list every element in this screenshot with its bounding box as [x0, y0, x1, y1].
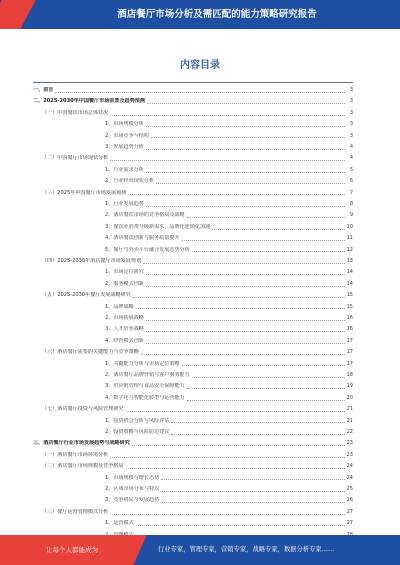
- page-footer: [0, 535, 400, 565]
- toc-dot-leader: [182, 240, 345, 241]
- toc-entry-title: 5、餐厅与外卖平台融合发展态势分析: [105, 246, 190, 253]
- toc-entry-title: 3、人才培养战略: [105, 326, 144, 333]
- toc-page-number: 4: [349, 155, 353, 162]
- toc-page-number: 7: [349, 189, 353, 196]
- toc-entry[interactable]: [33, 212, 353, 219]
- toc-entry[interactable]: [33, 258, 353, 265]
- toc-entry-title: 3、供应链管理与食品安全保障能力: [105, 383, 185, 390]
- toc-dot-leader: [136, 308, 345, 309]
- toc-entry-title: （二）酒店餐厅市场规模及竞争格局: [42, 463, 124, 470]
- toc-dot-leader: [192, 251, 345, 252]
- toc-entry-title: （一）酒店餐厅市场环境分析: [42, 451, 109, 458]
- toc-page-number: 16: [346, 326, 353, 333]
- toc-entry-title: （五）2025-2030年餐厅发展战略研究: [42, 292, 131, 299]
- toc-dot-leader: [110, 160, 345, 161]
- toc-entry[interactable]: [33, 520, 353, 527]
- toc-dot-leader: [146, 149, 345, 150]
- toc-entry[interactable]: [33, 247, 353, 254]
- toc-page-number: 11: [346, 235, 353, 242]
- toc-entry-title: 1、投资机会分析与风险评估: [105, 417, 170, 424]
- toc-page-number: 20: [346, 394, 353, 401]
- toc-dot-leader: [151, 137, 345, 138]
- toc-dot-leader: [146, 126, 345, 127]
- toc-dot-leader: [161, 479, 345, 480]
- toc-entry[interactable]: [33, 304, 353, 311]
- toc-dot-leader: [171, 422, 345, 423]
- toc-dot-leader: [146, 206, 345, 207]
- page-header: [0, 0, 400, 29]
- toc-entry-title: 1、品牌战略: [105, 303, 134, 310]
- toc-dot-leader: [136, 525, 345, 526]
- toc-entry-title: 2、投资策略与风险防范建议: [105, 429, 170, 435]
- toc-entry-title: 1、运营模式: [105, 520, 134, 527]
- toc-page-number: 21: [346, 406, 353, 413]
- toc-entry-title: 2、市场拓展战略: [105, 315, 144, 321]
- toc-entry-title: 4、数字化与智能化转型与运营能力: [105, 394, 185, 401]
- toc-entry[interactable]: [33, 406, 353, 413]
- toc-page-number: 3: [349, 109, 353, 116]
- toc-entry-title: 2、区域市场分布与特点: [105, 486, 160, 492]
- toc-dot-leader: [110, 115, 345, 116]
- toc-page-number: 23: [346, 451, 353, 458]
- toc-page-number: 23: [346, 440, 353, 447]
- toc-dot-leader: [147, 103, 345, 104]
- toc-entry-title: （六）酒店餐厅需要的关键能力与竞争策略: [42, 349, 139, 356]
- toc-page-number: 9: [349, 212, 353, 219]
- toc-entry-title: 1、市场定位研究: [105, 269, 144, 276]
- toc-dot-leader: [146, 343, 345, 344]
- toc-heading: 内容目录: [180, 60, 220, 71]
- toc-entry[interactable]: [33, 361, 353, 368]
- footer-slogan: 让每个人都能成为: [46, 546, 98, 554]
- toc-page-number: 17: [346, 360, 353, 367]
- toc-entry[interactable]: [33, 155, 353, 162]
- toc-page-number: 21: [346, 417, 353, 424]
- toc-page-number: 12: [346, 246, 353, 253]
- toc-dot-leader: [182, 365, 345, 366]
- toc-entry-title: 1、市场规模与增长态势: [105, 474, 160, 481]
- toc-dot-leader: [146, 274, 345, 275]
- toc-entry-title: 3、发展趋势分析: [105, 144, 144, 150]
- toc-dot-leader: [146, 286, 345, 287]
- toc-page-number: 24: [346, 463, 353, 470]
- toc-entry[interactable]: [33, 235, 353, 242]
- toc-entry-title: 三、酒店餐厅行业市场发展趋势与战略研究: [33, 440, 130, 447]
- toc-page-number: 27: [346, 520, 353, 527]
- toc-entry-title: 1、市场规模分析: [105, 121, 144, 128]
- toc-entry[interactable]: [33, 372, 353, 379]
- toc-entry-title: 1、行业需求分析: [105, 166, 144, 173]
- toc-entry-title: 3、餐饮业消费升级新需求，品牌化连锁化加速: [105, 223, 211, 230]
- toc-dot-leader: [141, 354, 345, 355]
- toc-dot-leader: [187, 217, 345, 218]
- toc-dot-leader: [128, 194, 345, 195]
- toc-entry[interactable]: [33, 418, 353, 425]
- toc-entry-title: 1、关键能力分析与市场定位策略: [105, 360, 180, 367]
- header-accent-stripe: [0, 0, 36, 29]
- toc-page-number: 3: [349, 98, 353, 105]
- footer-tagline: 行业专家，管理专家，营销专家，战略专家，数据分析专家……: [158, 546, 335, 553]
- toc-page-number: 8: [349, 201, 353, 207]
- toc-entry[interactable]: [33, 224, 353, 231]
- toc-entry[interactable]: [33, 292, 353, 299]
- toc-entry[interactable]: [33, 440, 353, 447]
- toc-page-number: 15: [346, 292, 353, 299]
- toc-entry-title: （三）餐厅运营管理模式分析: [42, 508, 109, 515]
- toc-dot-leader: [161, 491, 345, 492]
- toc-entry-title: （七）酒店餐厅投资与风险管理研究: [42, 406, 124, 413]
- toc-dot-leader: [143, 263, 345, 264]
- toc-entry[interactable]: [33, 269, 353, 276]
- toc-dot-leader: [133, 297, 345, 298]
- toc-divider: [33, 82, 353, 83]
- toc-page-number: 25: [346, 486, 353, 492]
- toc-dot-leader: [126, 468, 345, 469]
- toc-entry-title: 2、酒店餐饮市场的竞争格局及战略: [105, 212, 185, 219]
- report-title: 酒店餐厅市场分析及需匹配的能力策略研究报告: [117, 9, 317, 20]
- toc-entry-title: 2、行业经营现状分析: [105, 178, 155, 185]
- toc-dot-leader: [161, 502, 345, 503]
- toc-page-number: 5: [349, 166, 353, 173]
- toc-entry-title: 一、前言: [33, 87, 54, 93]
- toc-entry[interactable]: [33, 395, 353, 402]
- toc-entry-title: （二）中国餐厅市场现状分析: [42, 155, 109, 162]
- toc-page-number: 15: [346, 303, 353, 310]
- toc-entry[interactable]: [33, 121, 353, 128]
- toc-entry-title: 2、市场竞争与结构: [105, 132, 149, 139]
- toc-entry-title: （一）中国餐饮市场总体状况: [42, 109, 109, 116]
- toc-dot-leader: [146, 331, 345, 332]
- toc-entry[interactable]: [33, 98, 353, 105]
- toc-page-number: 6: [349, 178, 353, 185]
- toc-entry-title: （三）2025年中国餐厅市场发展预测: [42, 189, 127, 196]
- toc-page-number: 14: [346, 280, 353, 287]
- toc-entry[interactable]: [33, 144, 353, 151]
- toc-dot-leader: [171, 434, 345, 435]
- toc-page-number: 24: [346, 474, 353, 481]
- toc-page-number: 17: [346, 337, 353, 344]
- toc-page-number: 14: [346, 269, 353, 276]
- toc-page-number: 10: [346, 223, 353, 230]
- toc-dot-leader: [192, 377, 345, 378]
- toc-dot-leader: [132, 445, 345, 446]
- toc-page-number: 13: [346, 258, 353, 264]
- toc-entry-title: 二、2025-2030年中国餐厅市场前景及趋势预测: [33, 98, 145, 105]
- toc-dot-leader: [110, 457, 345, 458]
- toc-entry[interactable]: [33, 486, 353, 493]
- toc-page-number: 3: [349, 121, 353, 128]
- toc-entry[interactable]: [33, 326, 353, 333]
- toc-dot-leader: [110, 514, 345, 515]
- toc-entry[interactable]: [33, 201, 353, 208]
- toc-entry[interactable]: [33, 349, 353, 356]
- toc-dot-leader: [146, 320, 345, 321]
- toc-entry[interactable]: [33, 475, 353, 482]
- toc-entry[interactable]: [33, 167, 353, 174]
- toc-entry[interactable]: [33, 87, 353, 94]
- toc-page-number: 19: [346, 383, 353, 390]
- toc-entry[interactable]: [33, 338, 353, 345]
- toc-page-number: 26: [346, 497, 353, 504]
- toc-entry[interactable]: [33, 452, 353, 459]
- toc-dot-leader: [126, 411, 345, 412]
- toc-entry[interactable]: [33, 133, 353, 140]
- toc-entry[interactable]: [33, 463, 353, 470]
- toc-entry-title: 4、酒店餐饮创新与服务质量提升: [105, 235, 180, 242]
- toc-entry-title: 3、竞争格局与发展趋势: [105, 497, 160, 504]
- toc-page-number: 22: [346, 429, 353, 435]
- toc-entry[interactable]: [33, 429, 353, 436]
- toc-dot-leader: [187, 400, 345, 401]
- toc-entry-title: 2、酒店餐厅品牌营销与客户服务能力: [105, 372, 190, 378]
- toc-entry[interactable]: [33, 110, 353, 117]
- toc-page-number: 3: [349, 132, 353, 139]
- toc-dot-leader: [156, 183, 345, 184]
- toc-entry[interactable]: [33, 178, 353, 185]
- toc-entry-title: 1、行业发展趋势: [105, 201, 144, 207]
- toc-page-number: 4: [349, 144, 353, 150]
- toc-entry[interactable]: [33, 383, 353, 390]
- toc-entry[interactable]: [33, 497, 353, 504]
- toc-entry[interactable]: [33, 281, 353, 288]
- toc-entry[interactable]: [33, 315, 353, 322]
- toc-page-number: 18: [346, 372, 353, 378]
- toc-entry[interactable]: [33, 509, 353, 516]
- toc-entry-title: 4、经营模式创新: [105, 337, 144, 344]
- toc-page-number: 17: [346, 349, 353, 356]
- toc-entry[interactable]: [33, 190, 353, 197]
- toc-page-number: 3: [349, 87, 353, 93]
- toc-dot-leader: [146, 172, 345, 173]
- toc-dot-leader: [55, 92, 345, 93]
- toc-dot-leader: [212, 229, 345, 230]
- toc-page-number: 27: [346, 508, 353, 515]
- table-of-contents: [33, 87, 353, 537]
- toc-page-number: 16: [346, 315, 353, 321]
- toc-dot-leader: [187, 388, 345, 389]
- toc-entry-title: 2、服务模式创新: [105, 280, 144, 287]
- toc-entry-title: （四）2025-2030年酒店餐厅市场发展规划: [42, 258, 142, 264]
